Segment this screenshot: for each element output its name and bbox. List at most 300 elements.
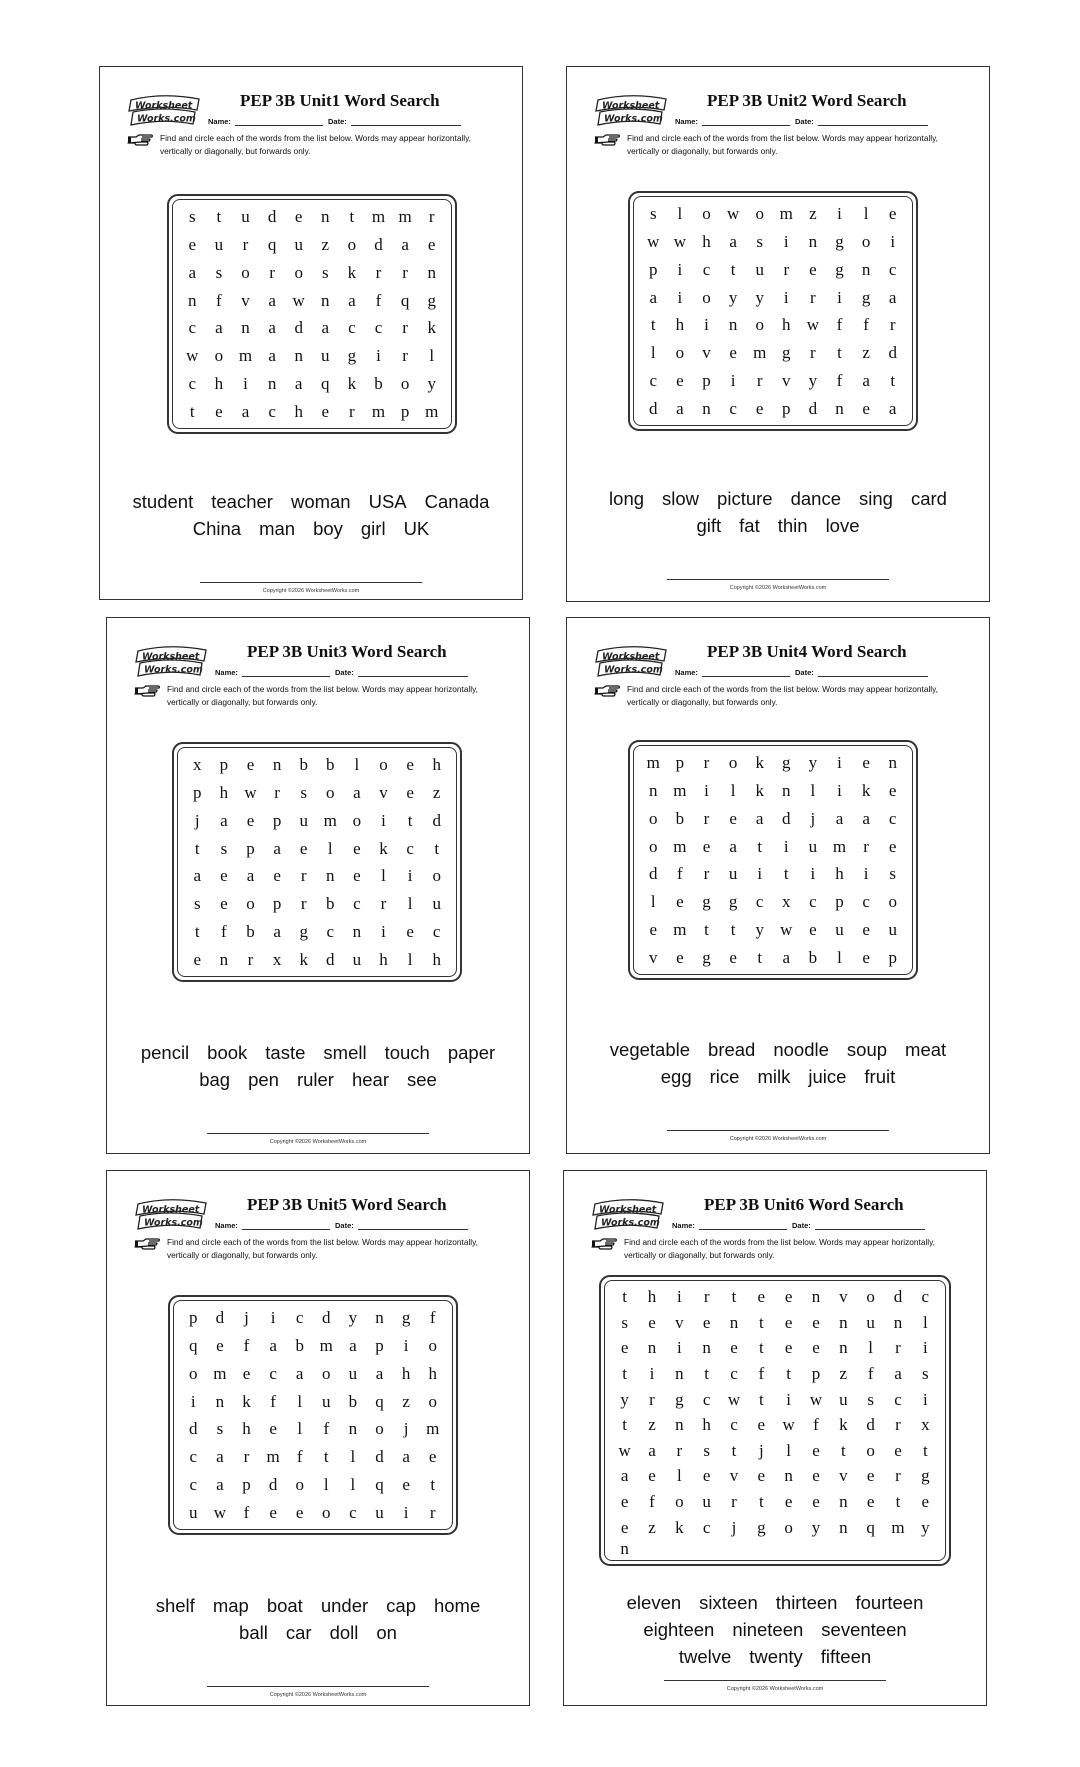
grid-letter[interactable]: y [808, 753, 818, 773]
date-field[interactable] [795, 668, 928, 677]
grid-letter[interactable]: r [889, 315, 896, 335]
grid-letter[interactable]: a [321, 318, 330, 338]
grid-letter[interactable]: i [403, 1336, 409, 1356]
grid-letter[interactable]: a [649, 287, 658, 307]
grid-letter[interactable]: l [297, 1419, 303, 1439]
grid-letter[interactable]: p [400, 401, 410, 421]
grid-letter[interactable]: d [866, 1415, 875, 1435]
grid-letter[interactable]: m [673, 781, 687, 801]
grid-letter[interactable]: q [375, 1391, 384, 1411]
grid-letter[interactable]: a [888, 398, 897, 418]
grid-letter[interactable]: t [730, 259, 736, 279]
grid-letter[interactable]: o [649, 808, 658, 828]
grid-letter[interactable]: n [272, 755, 282, 775]
grid-letter[interactable]: a [676, 398, 684, 418]
grid-letter[interactable]: c [189, 1447, 198, 1467]
grid-letter[interactable]: s [756, 232, 763, 252]
grid-letter[interactable]: d [893, 1287, 903, 1307]
grid-letter[interactable]: e [353, 866, 361, 886]
grid-letter[interactable]: r [895, 1466, 901, 1486]
grid-letter[interactable]: e [784, 1492, 793, 1512]
grid-letter[interactable]: o [379, 755, 388, 775]
grid-letter[interactable]: e [812, 1338, 820, 1358]
grid-letter[interactable]: m [425, 401, 439, 421]
grid-letter[interactable]: o [246, 894, 255, 914]
grid-letter[interactable]: f [813, 1415, 819, 1435]
grid-letter[interactable]: p [649, 259, 658, 279]
grid-letter[interactable]: j [403, 1419, 409, 1439]
grid-letter[interactable]: h [835, 864, 844, 884]
grid-letter[interactable]: a [755, 808, 764, 828]
grid-letter[interactable]: t [622, 1364, 628, 1384]
grid-letter[interactable]: a [782, 947, 791, 967]
grid-letter[interactable]: n [835, 398, 844, 418]
grid-letter[interactable]: i [757, 864, 763, 884]
grid-letter[interactable]: e [894, 1440, 902, 1460]
grid-letter[interactable]: j [810, 808, 816, 828]
grid-letter[interactable]: o [352, 810, 362, 830]
grid-letter[interactable]: i [676, 1338, 682, 1358]
grid-letter[interactable]: o [428, 1336, 437, 1356]
grid-letter[interactable]: a [246, 866, 255, 886]
grid-letter[interactable]: t [730, 919, 736, 939]
grid-letter[interactable]: o [784, 1517, 793, 1537]
grid-letter[interactable]: q [189, 1336, 198, 1356]
grid-letter[interactable]: o [214, 346, 224, 366]
grid-letter[interactable]: t [216, 207, 222, 227]
grid-letter[interactable]: t [837, 343, 842, 363]
grid-letter[interactable]: e [649, 919, 658, 939]
grid-letter[interactable]: e [812, 1492, 820, 1512]
grid-letter[interactable]: l [407, 894, 413, 914]
grid-letter[interactable]: d [189, 1419, 198, 1439]
grid-letter[interactable]: k [861, 781, 871, 801]
grid-letter[interactable]: n [808, 232, 818, 252]
grid-letter[interactable]: a [241, 401, 250, 421]
grid-letter[interactable]: g [835, 259, 844, 279]
grid-letter[interactable]: o [375, 1419, 384, 1439]
grid-letter[interactable]: n [215, 1391, 225, 1411]
grid-letter[interactable]: r [810, 287, 816, 307]
grid-letter[interactable]: y [921, 1517, 930, 1537]
grid-letter[interactable]: e [784, 1287, 793, 1307]
grid-letter[interactable]: e [676, 892, 684, 912]
grid-letter[interactable]: f [323, 1419, 330, 1439]
grid-letter[interactable]: i [730, 370, 736, 390]
grid-letter[interactable]: f [758, 1364, 765, 1384]
grid-letter[interactable]: a [729, 232, 737, 252]
grid-letter[interactable]: k [755, 781, 764, 801]
grid-letter[interactable]: n [241, 318, 250, 338]
grid-letter[interactable]: f [649, 1492, 655, 1512]
name-field[interactable] [215, 668, 330, 677]
grid-letter[interactable]: v [782, 370, 791, 390]
grid-letter[interactable]: w [618, 1440, 631, 1460]
grid-letter[interactable]: m [371, 401, 386, 421]
grid-letter[interactable]: l [650, 343, 656, 363]
grid-letter[interactable]: y [348, 1308, 358, 1328]
grid-letter[interactable]: l [677, 204, 683, 224]
grid-letter[interactable]: r [429, 1502, 436, 1522]
grid-letter[interactable]: o [675, 343, 685, 363]
grid-letter[interactable]: m [266, 1447, 280, 1467]
grid-letter[interactable]: e [729, 343, 737, 363]
grid-letter[interactable]: g [757, 1517, 766, 1537]
grid-letter[interactable]: n [839, 1312, 848, 1332]
grid-letter[interactable]: e [862, 947, 870, 967]
grid-letter[interactable]: r [863, 836, 869, 856]
grid-letter[interactable]: r [428, 207, 435, 227]
grid-letter[interactable]: m [323, 810, 337, 830]
grid-letter[interactable]: t [922, 1440, 928, 1460]
grid-letter[interactable]: k [299, 949, 308, 969]
grid-letter[interactable]: a [375, 1363, 384, 1383]
grid-letter[interactable]: u [321, 346, 330, 366]
grid-letter[interactable]: r [783, 259, 790, 279]
grid-letter[interactable]: o [861, 232, 871, 252]
grid-letter[interactable]: r [402, 318, 408, 338]
grid-letter[interactable]: e [220, 894, 228, 914]
grid-letter[interactable]: e [730, 1338, 738, 1358]
grid-letter[interactable]: v [839, 1287, 848, 1307]
grid-letter[interactable]: n [375, 1308, 384, 1328]
grid-letter[interactable]: n [620, 1539, 629, 1558]
grid-letter[interactable]: e [888, 836, 897, 856]
grid-letter[interactable]: e [862, 919, 870, 939]
grid-letter[interactable]: v [241, 290, 250, 310]
grid-letter[interactable]: i [863, 864, 869, 884]
grid-letter[interactable]: e [729, 947, 737, 967]
grid-letter[interactable]: e [888, 204, 897, 224]
grid-letter[interactable]: x [782, 892, 791, 912]
grid-letter[interactable]: a [401, 235, 409, 255]
grid-letter[interactable]: u [299, 810, 308, 830]
grid-letter[interactable]: t [731, 1287, 737, 1307]
grid-letter[interactable]: d [782, 808, 791, 828]
grid-letter[interactable]: i [704, 781, 709, 801]
grid-letter[interactable]: z [432, 783, 441, 803]
grid-letter[interactable]: e [620, 1517, 629, 1537]
grid-letter[interactable]: y [755, 287, 764, 307]
grid-letter[interactable]: o [866, 1287, 875, 1307]
grid-letter[interactable]: d [888, 343, 897, 363]
grid-letter[interactable]: e [812, 1440, 820, 1460]
grid-letter[interactable]: e [676, 947, 684, 967]
grid-letter[interactable]: l [407, 949, 413, 969]
grid-letter[interactable]: p [246, 838, 255, 858]
grid-letter[interactable]: w [780, 919, 793, 939]
grid-letter[interactable]: r [703, 1287, 710, 1307]
grid-letter[interactable]: e [757, 1466, 766, 1486]
grid-letter[interactable]: k [242, 1391, 251, 1411]
grid-letter[interactable]: i [381, 921, 386, 941]
grid-letter[interactable]: j [244, 1308, 249, 1328]
grid-letter[interactable]: t [890, 370, 896, 390]
grid-letter[interactable]: c [730, 1415, 738, 1435]
grid-letter[interactable]: f [243, 1336, 250, 1356]
grid-letter[interactable]: w [726, 204, 740, 224]
grid-letter[interactable]: l [676, 1466, 682, 1486]
grid-letter[interactable]: e [216, 1336, 224, 1356]
grid-letter[interactable]: m [753, 343, 767, 363]
grid-letter[interactable]: s [215, 262, 223, 282]
grid-letter[interactable]: i [190, 1391, 196, 1411]
grid-letter[interactable]: q [321, 373, 330, 393]
date-field[interactable] [792, 1221, 925, 1230]
grid-letter[interactable]: f [243, 1502, 250, 1522]
grid-letter[interactable]: v [675, 1312, 684, 1332]
grid-letter[interactable]: r [402, 346, 408, 366]
grid-letter[interactable]: t [731, 1440, 737, 1460]
grid-letter[interactable]: y [755, 919, 764, 939]
grid-letter[interactable]: l [323, 1474, 329, 1494]
grid-letter[interactable]: c [702, 259, 711, 279]
grid-letter[interactable]: l [837, 947, 842, 967]
grid-letter[interactable]: o [755, 315, 764, 335]
grid-letter[interactable]: e [866, 1466, 875, 1486]
grid-letter[interactable]: d [326, 949, 335, 969]
grid-letter[interactable]: o [295, 1474, 304, 1494]
grid-letter[interactable]: c [649, 370, 658, 390]
grid-letter[interactable]: y [427, 373, 436, 393]
grid-letter[interactable]: g [861, 287, 871, 307]
grid-letter[interactable]: n [728, 315, 738, 335]
grid-letter[interactable]: y [808, 370, 818, 390]
grid-letter[interactable]: o [866, 1440, 875, 1460]
grid-letter[interactable]: n [839, 1517, 848, 1537]
grid-letter[interactable]: t [758, 1389, 764, 1409]
grid-letter[interactable]: f [867, 1364, 874, 1384]
grid-letter[interactable]: a [268, 346, 276, 366]
grid-letter[interactable]: r [269, 262, 275, 282]
grid-letter[interactable]: h [214, 373, 224, 393]
grid-letter[interactable]: i [922, 1389, 928, 1409]
grid-letter[interactable]: s [300, 783, 307, 803]
grid-letter[interactable]: i [783, 232, 789, 252]
grid-letter[interactable]: h [702, 1415, 711, 1435]
grid-letter[interactable]: c [189, 1474, 198, 1494]
grid-letter[interactable]: u [728, 864, 738, 884]
grid-letter[interactable]: i [783, 287, 789, 307]
grid-letter[interactable]: e [215, 401, 223, 421]
grid-letter[interactable]: i [649, 1364, 655, 1384]
grid-letter[interactable]: i [704, 315, 709, 335]
grid-letter[interactable]: p [272, 810, 282, 830]
grid-letter[interactable]: p [811, 1364, 821, 1384]
grid-letter[interactable]: x [193, 755, 202, 775]
grid-letter[interactable]: i [677, 287, 683, 307]
grid-letter[interactable]: q [267, 235, 277, 255]
grid-letter[interactable]: e [729, 808, 737, 828]
grid-letter[interactable]: l [297, 1391, 303, 1411]
grid-letter[interactable]: g [702, 947, 711, 967]
grid-letter[interactable]: r [895, 1338, 901, 1358]
grid-letter[interactable]: k [379, 838, 388, 858]
grid-letter[interactable]: m [238, 346, 253, 366]
grid-letter[interactable]: r [703, 864, 710, 884]
grid-letter[interactable]: a [216, 1474, 224, 1494]
grid-letter[interactable]: e [812, 1466, 820, 1486]
grid-letter[interactable]: t [430, 1474, 436, 1494]
grid-letter[interactable]: b [326, 894, 335, 914]
grid-letter[interactable]: i [922, 1338, 928, 1358]
grid-letter[interactable]: e [757, 1287, 766, 1307]
grid-letter[interactable]: e [321, 401, 330, 421]
grid-letter[interactable]: h [294, 401, 303, 421]
grid-letter[interactable]: t [757, 836, 763, 856]
grid-letter[interactable]: e [427, 235, 436, 255]
grid-letter[interactable]: f [270, 1391, 276, 1411]
grid-letter[interactable]: e [755, 398, 764, 418]
grid-letter[interactable]: m [398, 207, 412, 227]
grid-letter[interactable]: o [322, 1502, 331, 1522]
grid-letter[interactable]: e [193, 949, 202, 969]
grid-letter[interactable]: h [432, 755, 441, 775]
grid-letter[interactable]: u [835, 919, 844, 939]
grid-letter[interactable]: a [268, 318, 276, 338]
grid-letter[interactable]: p [375, 1336, 384, 1356]
grid-letter[interactable]: k [755, 753, 764, 773]
grid-letter[interactable]: v [729, 1466, 739, 1486]
grid-letter[interactable]: c [406, 838, 414, 858]
grid-letter[interactable]: e [273, 866, 281, 886]
grid-letter[interactable]: t [650, 315, 656, 335]
grid-letter[interactable]: t [758, 1338, 764, 1358]
grid-letter[interactable]: i [783, 836, 789, 856]
grid-letter[interactable]: r [676, 1440, 683, 1460]
grid-letter[interactable]: t [758, 1312, 764, 1332]
grid-letter[interactable]: e [757, 1415, 766, 1435]
grid-letter[interactable]: y [620, 1389, 629, 1409]
grid-letter[interactable]: c [894, 1389, 902, 1409]
grid-letter[interactable]: c [809, 892, 817, 912]
grid-letter[interactable]: i [837, 781, 842, 801]
grid-letter[interactable]: w [727, 1389, 741, 1409]
grid-letter[interactable]: g [921, 1466, 930, 1486]
grid-letter[interactable]: v [702, 343, 711, 363]
grid-letter[interactable]: e [402, 1474, 410, 1494]
grid-letter[interactable]: q [400, 290, 410, 310]
grid-letter[interactable]: x [921, 1415, 930, 1435]
grid-letter[interactable]: r [402, 262, 408, 282]
name-field[interactable] [675, 668, 790, 677]
grid-letter[interactable]: b [808, 947, 818, 967]
name-field[interactable] [672, 1221, 787, 1230]
grid-letter[interactable]: i [837, 753, 842, 773]
grid-letter[interactable]: u [702, 1492, 711, 1512]
grid-letter[interactable]: p [782, 398, 791, 418]
grid-letter[interactable]: h [401, 1363, 411, 1383]
grid-letter[interactable]: t [194, 921, 200, 941]
grid-letter[interactable]: c [188, 318, 197, 338]
grid-letter[interactable]: k [347, 373, 357, 393]
grid-letter[interactable]: l [350, 1474, 356, 1494]
grid-letter[interactable]: n [893, 1312, 903, 1332]
grid-letter[interactable]: e [294, 207, 303, 227]
grid-letter[interactable]: a [294, 373, 303, 393]
grid-letter[interactable]: m [832, 836, 847, 856]
grid-letter[interactable]: e [188, 235, 197, 255]
grid-letter[interactable]: e [809, 259, 817, 279]
grid-letter[interactable]: w [647, 232, 660, 252]
grid-letter[interactable]: e [702, 836, 711, 856]
grid-letter[interactable]: r [242, 235, 249, 255]
grid-letter[interactable]: t [783, 864, 789, 884]
grid-letter[interactable]: z [839, 1364, 848, 1384]
grid-letter[interactable]: b [246, 921, 255, 941]
grid-letter[interactable]: a [215, 318, 223, 338]
grid-letter[interactable]: h [432, 949, 441, 969]
grid-letter[interactable]: o [241, 262, 250, 282]
grid-letter[interactable]: o [675, 1492, 684, 1512]
grid-letter[interactable]: a [348, 290, 356, 310]
grid-letter[interactable]: n [647, 1338, 657, 1358]
grid-letter[interactable]: f [836, 315, 843, 335]
grid-letter[interactable]: b [348, 1391, 358, 1411]
grid-letter[interactable]: p [193, 783, 202, 803]
grid-letter[interactable]: u [322, 1391, 331, 1411]
grid-letter[interactable]: m [646, 753, 660, 773]
grid-letter[interactable]: h [379, 949, 388, 969]
grid-letter[interactable]: a [269, 1336, 277, 1356]
grid-letter[interactable]: n [321, 290, 330, 310]
grid-letter[interactable]: g [782, 343, 791, 363]
grid-letter[interactable]: u [755, 259, 764, 279]
grid-letter[interactable]: t [622, 1415, 628, 1435]
grid-letter[interactable]: w [809, 1389, 823, 1409]
grid-letter[interactable]: z [862, 343, 870, 363]
grid-letter[interactable]: o [702, 287, 711, 307]
grid-letter[interactable]: r [731, 1492, 737, 1512]
grid-letter[interactable]: e [866, 1492, 875, 1512]
grid-letter[interactable]: w [213, 1502, 227, 1522]
grid-letter[interactable]: b [374, 373, 383, 393]
grid-letter[interactable]: n [675, 1415, 684, 1435]
grid-letter[interactable]: e [406, 921, 414, 941]
grid-letter[interactable]: m [213, 1363, 227, 1383]
grid-letter[interactable]: e [428, 1447, 437, 1467]
grid-letter[interactable]: n [219, 949, 229, 969]
date-field[interactable] [335, 1221, 468, 1230]
grid-letter[interactable]: g [401, 1308, 411, 1328]
grid-letter[interactable]: a [193, 866, 202, 886]
grid-letter[interactable]: p [272, 894, 282, 914]
grid-letter[interactable]: i [677, 259, 683, 279]
grid-letter[interactable]: p [702, 370, 711, 390]
grid-letter[interactable]: m [319, 1336, 333, 1356]
grid-letter[interactable]: c [755, 892, 764, 912]
grid-letter[interactable]: e [220, 866, 228, 886]
grid-letter[interactable]: l [922, 1312, 928, 1332]
grid-letter[interactable]: a [188, 262, 197, 282]
grid-letter[interactable]: i [243, 373, 248, 393]
grid-letter[interactable]: e [246, 755, 255, 775]
grid-letter[interactable]: j [731, 1517, 737, 1537]
grid-letter[interactable]: a [349, 1336, 357, 1356]
grid-letter[interactable]: a [353, 783, 361, 803]
grid-letter[interactable]: x [272, 949, 282, 969]
grid-letter[interactable]: q [375, 1474, 384, 1494]
grid-letter[interactable]: e [246, 810, 255, 830]
grid-letter[interactable]: u [375, 1502, 384, 1522]
grid-letter[interactable]: m [426, 1419, 440, 1439]
grid-letter[interactable]: l [381, 866, 386, 886]
grid-letter[interactable]: v [379, 783, 388, 803]
grid-letter[interactable]: t [194, 838, 200, 858]
grid-letter[interactable]: v [839, 1466, 848, 1486]
grid-letter[interactable]: c [268, 401, 276, 421]
grid-letter[interactable]: i [837, 287, 842, 307]
